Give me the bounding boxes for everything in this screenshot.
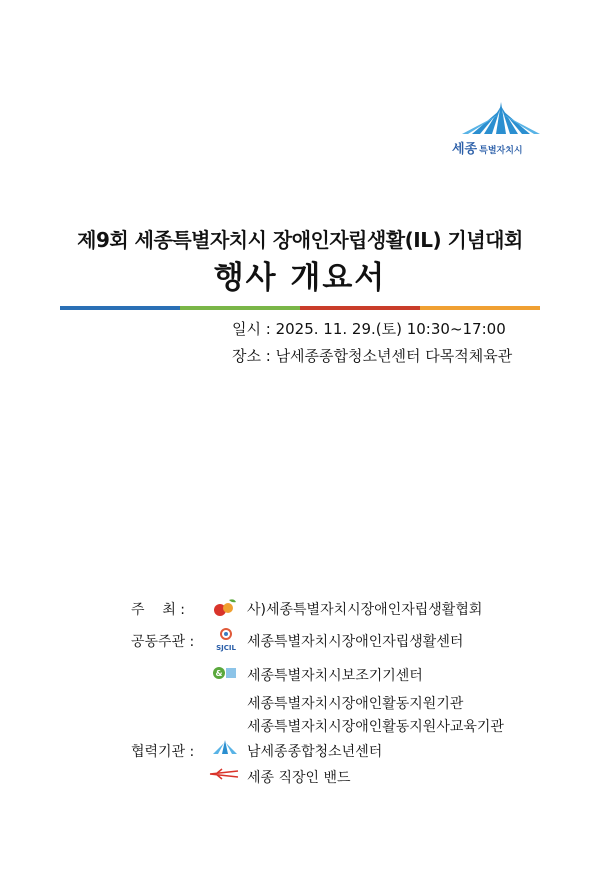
sejong-logo-text — [452, 138, 523, 157]
coop-org-2: 세종 직장인 밴드 — [247, 770, 351, 786]
logo-subname: 특별자치시 — [479, 146, 523, 156]
cooperating-label: 협력기관 : — [131, 744, 195, 760]
event-date: 일시 : 2025. 11. 29.(토) 10:30~17:00 — [232, 320, 506, 338]
co-org-2: 세종특별자치시보조기기센터 — [247, 668, 423, 684]
event-venue: 장소 : 남세종종합청소년센터 다목적체육관 — [232, 347, 513, 365]
assistive-center-logo-icon — [212, 662, 238, 684]
host-label: 주 최 : — [131, 602, 186, 618]
rule-segment — [300, 306, 420, 310]
sjcil-logo-icon — [211, 626, 241, 652]
youth-center-logo-icon — [210, 738, 240, 760]
coop-org-1: 남세종종합청소년센터 — [247, 744, 383, 760]
co-org-4: 세종특별자치시장애인활동지원사교육기관 — [247, 719, 504, 735]
band-logo-icon — [208, 765, 242, 787]
svg-text:&: & — [215, 669, 223, 678]
rule-segment — [420, 306, 540, 310]
rule-segment — [180, 306, 300, 310]
co-org-1: 세종특별자치시장애인자립생활센터 — [247, 634, 464, 650]
svg-text:SJCIL: SJCIL — [216, 644, 236, 652]
document-title: 행사 개요서 — [213, 260, 387, 296]
association-logo-icon — [212, 596, 238, 618]
rule-segment — [60, 306, 180, 310]
co-organizer-label: 공동주관 : — [131, 634, 195, 650]
co-org-3: 세종특별자치시장애인활동지원기관 — [247, 696, 464, 712]
logo-name: 세종 — [452, 142, 478, 157]
event-title: 제9회 세종특별자치시 장애인자립생활(IL) 기념대회 — [77, 228, 523, 252]
color-rule — [60, 306, 540, 310]
host-org: 사)세종특별자치시장애인자립생활협회 — [247, 602, 483, 618]
